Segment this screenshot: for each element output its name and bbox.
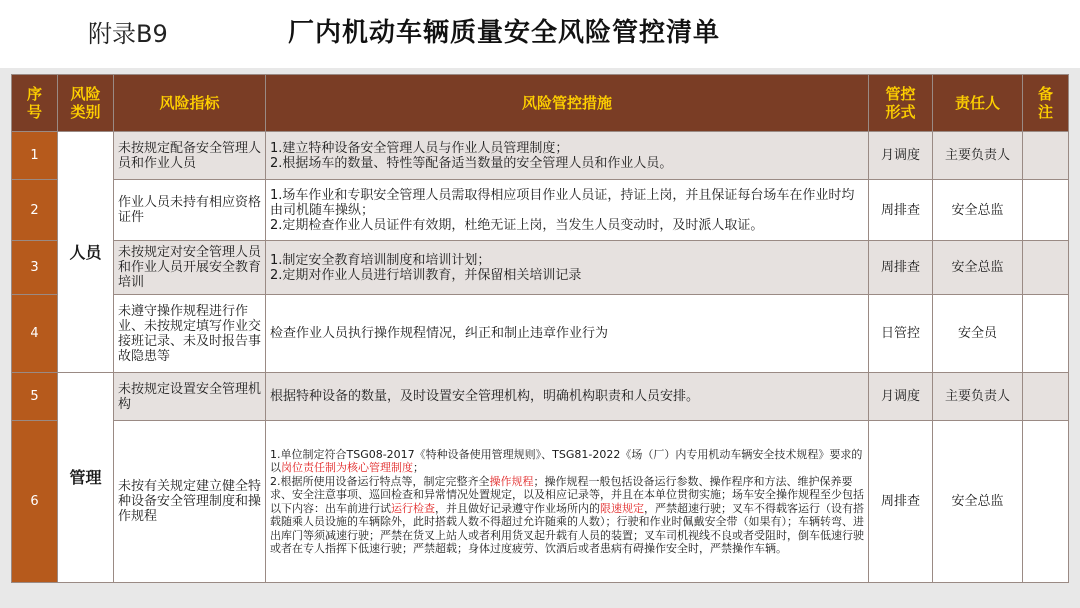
row-number: 3 [12, 241, 58, 295]
risk-measures: 1.场车作业和专职安全管理人员需取得相应项目作业人员证，持证上岗，并且保证每台场车在作业时均由司机随车操纵； 2.定期检查作业人员证件有效期，杜绝无证上岗，当发生人员变动时，及时派人取证。 [266, 180, 869, 241]
control-form: 月调度 [869, 373, 933, 421]
header-responsible: 责任人 [933, 75, 1023, 132]
row-number: 6 [12, 421, 58, 583]
risk-table-container [11, 74, 1068, 583]
control-form: 周排查 [869, 241, 933, 295]
header-note: 备 注 [1023, 75, 1069, 132]
title-bar [0, 0, 1080, 68]
table-row [12, 373, 1069, 421]
row-number: 5 [12, 373, 58, 421]
responsible-person: 安全总监 [933, 241, 1023, 295]
note-cell [1023, 132, 1069, 180]
risk-measures: 1.建立特种设备安全管理人员与作业人员管理制度； 2.根据场车的数量、特性等配备适当数量的安全管理人员和作业人员。 [266, 132, 869, 180]
row-number: 4 [12, 295, 58, 373]
category-personnel: 人员 [58, 132, 114, 373]
highlight-text: 限速规定 [600, 501, 644, 515]
risk-indicator: 未按有关规定建立健全特种设备安全管理制度和操作规程 [114, 421, 266, 583]
note-cell [1023, 241, 1069, 295]
responsible-person: 主要负责人 [933, 373, 1023, 421]
note-cell [1023, 180, 1069, 241]
control-form: 周排查 [869, 180, 933, 241]
risk-indicator: 未按规定设置安全管理机构 [114, 373, 266, 421]
appendix-label: 附录B9 [88, 20, 168, 48]
responsible-person: 安全总监 [933, 421, 1023, 583]
highlight-text: 运行检查 [391, 501, 435, 515]
header-risk-category: 风险 类别 [58, 75, 114, 132]
risk-indicator: 未按规定对安全管理人员和作业人员开展安全教育培训 [114, 241, 266, 295]
table-row [12, 295, 1069, 373]
risk-indicator: 作业人员未持有相应资格证件 [114, 180, 266, 241]
note-cell [1023, 295, 1069, 373]
row-number: 2 [12, 180, 58, 241]
responsible-person: 安全总监 [933, 180, 1023, 241]
risk-measures: 1.制定安全教育培训制度和培训计划； 2.定期对作业人员进行培训教育，并保留相关培训记录 [266, 241, 869, 295]
table-header-row [12, 75, 1069, 132]
responsible-person: 主要负责人 [933, 132, 1023, 180]
risk-indicator: 未遵守操作规程进行作业、未按规定填写作业交接班记录、未及时报告事故隐患等 [114, 295, 266, 373]
responsible-person: 安全员 [933, 295, 1023, 373]
risk-measures: 1.单位制定符合TSG08-2017《特种设备使用管理规则》、TSG81-2022《场（厂）内专用机动车辆安全技术规程》要求的以岗位责任制为核心管理制度； 2.根据所使用设备运行特点等，制定完整齐全操作规程；操作规程一般包括设备运行参数、操作程序和方法、维护保养要求、安全注意事项、巡回检查和异常情况处置规定，以及相应记录等，并且在本单位贯彻实施；场车安全操作规程至少包括以下内容：出车前进行试运行检查，并且做好记录遵守作业场所内的限速规定，严禁超速行驶；叉车不得载客运行（设有搭载随乘人员设施的车辆除外，此时搭载人数不得超过允许随乘的人数）；行驶和作业时佩戴安全带（如果有）；车辆转弯、进出库门等须减速行驶；严禁在货叉上站人或者利用货叉起升载有人员的装置；叉车司机视线不良或者受阻时，倒车低速行驶或者在专人指挥下低速行驶；严禁超载；身体过度疲劳、饮酒后或者患病有碍操作安全时，严禁操作车辆。 [266, 421, 869, 583]
page-title: 厂内机动车辆质量安全风险管控清单 [288, 18, 721, 48]
category-management: 管理 [58, 373, 114, 583]
risk-indicator: 未按规定配备安全管理人员和作业人员 [114, 132, 266, 180]
header-control-form: 管控 形式 [869, 75, 933, 132]
table-row [12, 241, 1069, 295]
risk-control-table [11, 74, 1069, 583]
header-number: 序 号 [12, 75, 58, 132]
control-form: 周排查 [869, 421, 933, 583]
table-row [12, 421, 1069, 583]
risk-measures: 检查作业人员执行操作规程情况，纠正和制止违章作业行为 [266, 295, 869, 373]
control-form: 月调度 [869, 132, 933, 180]
risk-measures: 根据特种设备的数量，及时设置安全管理机构，明确机构职责和人员安排。 [266, 373, 869, 421]
table-row [12, 180, 1069, 241]
header-risk-indicator: 风险指标 [114, 75, 266, 132]
control-form: 日管控 [869, 295, 933, 373]
row-number: 1 [12, 132, 58, 180]
header-risk-measures: 风险管控措施 [266, 75, 869, 132]
highlight-text: 岗位责任制为核心管理制度 [281, 461, 413, 474]
note-cell [1023, 373, 1069, 421]
highlight-text: 操作规程 [489, 474, 534, 488]
table-row [12, 132, 1069, 180]
note-cell [1023, 421, 1069, 583]
